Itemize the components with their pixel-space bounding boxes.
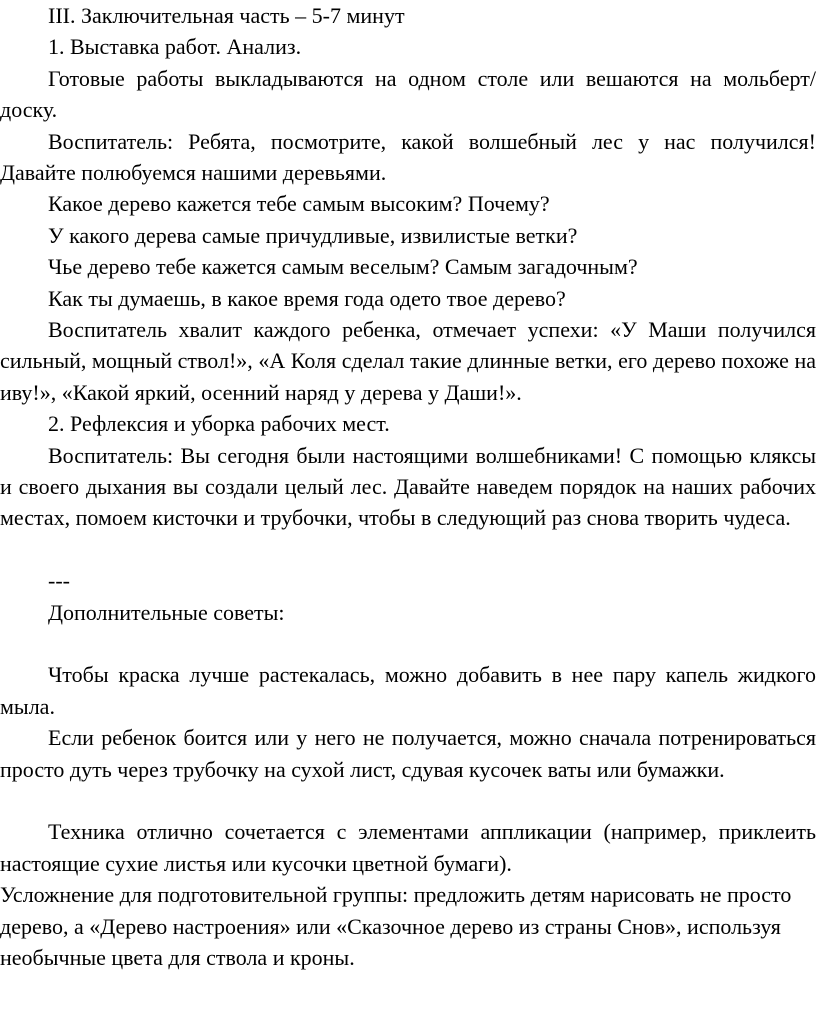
section-heading: III. Заключительная часть – 5-7 минут <box>48 3 405 28</box>
paragraph-teacher-2: Воспитатель: Вы сегодня были настоящими волшебниками! С помощью кляксы и своего дыхания вы создали целый лес. Давайте наведем порядок на наших рабочих местах, помоем кисточки и трубочки, чтобы в следующий раз снова творить чудеса. <box>0 442 816 531</box>
paragraph-praise: Воспитатель хвалит каждого ребенка, отмечает успехи: «У Маши получился сильный, мощный ствол!», «А Коля сделал такие длинные ветки, его дерево похоже на иву!», «Какой яркий, осенний наряд у дерева у Даши!». <box>0 317 816 405</box>
paragraph-teacher-1: Воспитатель: Ребята, посмотрите, какой волшебный лес у нас получился! Давайте полюбуемся нашими деревьями. <box>0 128 816 185</box>
item-1-heading: 1. Выставка работ. Анализ. <box>48 34 302 60</box>
tips-heading: Дополнительные советы: <box>48 599 285 625</box>
question-1: Какое дерево кажется тебе самым высоким? Почему? <box>48 191 550 217</box>
tip-4: Усложнение для подготовительной группы: предложить детям нарисовать не просто дерево, а «Дерево настроения» или «Сказочное дерево из страны Снов», используя необычные цвета для ствола и кроны. <box>0 882 792 970</box>
paragraph-display: Готовые работы выкладываются на одном столе или вешаются на мольберт/доску. <box>0 65 816 123</box>
question-3: Чье дерево тебе кажется самым веселым? Самым загадочным? <box>48 254 638 280</box>
tip-3: Техника отлично сочетается с элементами аппликации (например, приклеить настоящие сухие листья или кусочки цветной бумаги). <box>0 819 816 876</box>
item-2-heading: 2. Рефлексия и уборка рабочих мест. <box>48 411 390 437</box>
tip-2: Если ребенок боится или у него не получается, можно сначала потренироваться просто дуть через трубочку на сухой лист, сдувая кусочек ваты или бумажки. <box>0 725 816 782</box>
separator: --- <box>48 568 70 594</box>
tip-1: Чтобы краска лучше растекалась, можно добавить в нее пару капель жидкого мыла. <box>0 662 816 719</box>
question-2: У какого дерева самые причудливые, извилистые ветки? <box>48 222 578 248</box>
question-4: Как ты думаешь, в какое время года одето твое дерево? <box>48 285 566 311</box>
